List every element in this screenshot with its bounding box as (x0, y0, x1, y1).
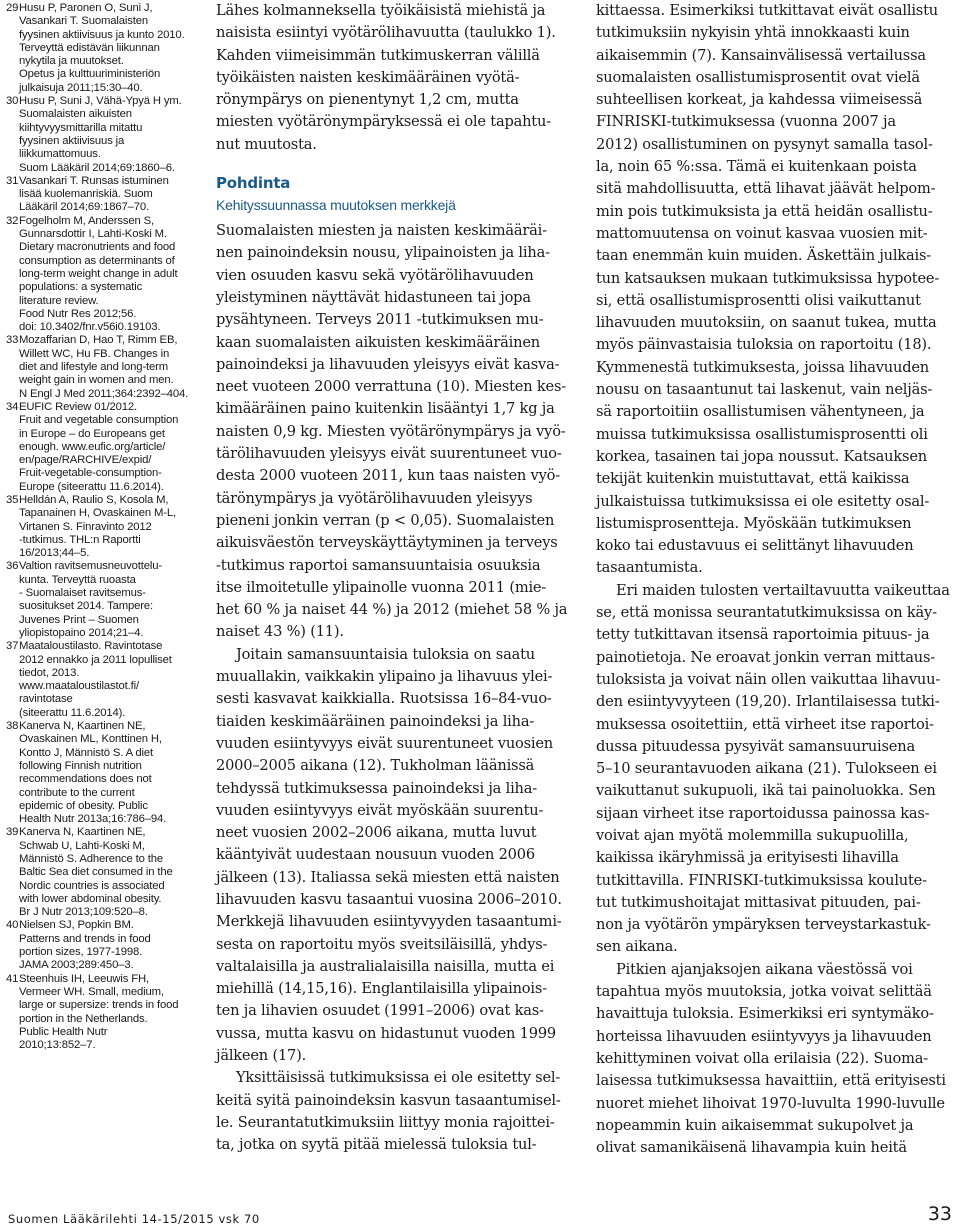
reference-line: N Engl J Med 2011;364:2392–404. (19, 387, 189, 400)
text-line: suomalaisten osallistumisprosentit ovat vielä (596, 68, 920, 86)
reference-item (6, 973, 192, 1053)
reference-item (6, 826, 192, 919)
text-line: FINRISKI-tutkimuksessa (vuonna 2007 ja (596, 113, 896, 131)
text-line: pysähtyneen. Terveys 2011 -tutkimuksen mu- (216, 311, 544, 329)
reference-line: portion sizes, 1977-1998. (19, 946, 143, 959)
reference-line: recommendations does not (19, 773, 152, 786)
text-line: nopeammin kuin aikaisemmat sukupolvet ja (596, 1116, 914, 1134)
text-line: lihavuuden kasvu tasaantui vuosina 2006–2010. (216, 890, 562, 908)
reference-line: long-term weight change in adult (19, 267, 178, 280)
reference-line: Patterns and trends in food (19, 932, 151, 945)
text-line: tun katsauksen mukaan tutkimuksissa hypotee- (596, 269, 940, 287)
text-line: naiset 43 %) (11). (216, 623, 344, 641)
text-line: sä raportoitiin osallistumisen vähentyneen, ja (596, 403, 925, 421)
reference-line: Br J Nutr 2013;109:520–8. (19, 906, 148, 919)
text-line: rönympärys on pienentynyt 1,2 cm, mutta (216, 91, 519, 109)
text-line: pieneni jonkin verran (p < 0,05). Suomalaisten (216, 511, 555, 529)
reference-line: Kontto J, Männistö S. A diet (19, 746, 153, 759)
reference-number: 34 (6, 400, 19, 413)
text-line: muuallakin, vaikkakin ylipaino ja lihavuus ylei- (216, 668, 553, 686)
text-line: keitä syitä painoindeksin kasvun tasaantumisel- (216, 1091, 561, 1109)
paragraph (596, 959, 958, 1160)
text-line: tapahtua myös muutoksia, jotka voivat selittää (596, 983, 932, 1001)
text-line: listumisprosentteja. Myöskään tutkimuksen (596, 514, 912, 532)
reference-line: Maataloustilasto. Ravintotase (19, 640, 163, 653)
reference-text (19, 401, 192, 494)
reference-line: 16/2013;44–5. (19, 547, 90, 560)
reference-line: (siteerattu 11.6.2014). (19, 706, 126, 719)
reference-line: populations: a systematic (19, 281, 143, 294)
reference-item (6, 2, 192, 95)
reference-line: Fruit and vegetable consumption (19, 414, 179, 427)
text-line: nuoret miehet lihoivat 1970-luvulta 1990-luvulle (596, 1094, 945, 1112)
reference-number: 40 (6, 919, 19, 932)
text-line: tehdyssä tutkimuksessa painoindeksi ja liha- (216, 779, 537, 797)
reference-line: fyysinen aktiivisuus ja (19, 134, 125, 147)
text-line: desta 2000 vuoteen 2011, kun taas naisten vyö- (216, 467, 560, 485)
paragraph (216, 1067, 576, 1156)
body-column-middle (216, 0, 576, 1157)
reference-line: Juvenes Print – Suomen (19, 613, 139, 626)
text-line: 2012) osallistuminen on pysynyt samalla tasol- (596, 135, 933, 153)
text-line: muksessa osoitettiin, että virheet itse raportoi- (596, 715, 934, 733)
text-line: den esiintyvyyteen (19,20). Irlantilaisessa tutki- (596, 693, 940, 711)
reference-number: 30 (6, 95, 19, 108)
text-line: 5–10 seurantavuoden aikana (21). Tulokseen ei (596, 760, 937, 778)
text-line: neet vuosien 2002–2006 aikana, mutta luvut (216, 824, 537, 842)
reference-text (19, 826, 192, 919)
text-line: naisista esiintyi vyötärölihavuutta (taulukko 1). (216, 24, 556, 42)
text-line: Pitkien ajanjaksojen aikana väestössä voi (616, 960, 913, 978)
reference-line: Terveyttä edistävän liikunnan (19, 41, 160, 54)
text-line: ten ja lihavien osuudet (1991–2006) ovat kas- (216, 1002, 544, 1020)
text-line: kaan suomalaisten aikuisten keskimääräinen (216, 333, 540, 351)
paragraph (596, 580, 958, 959)
reference-number: 29 (6, 2, 19, 14)
text-line: voivat ajan myötä molemmilla sukupuolilla, (596, 826, 909, 844)
text-line: kääntyivät uudestaan nousuun vuoden 2006 (216, 846, 535, 864)
text-line: se, että monissa seurantatutkimuksissa on käy- (596, 604, 937, 622)
text-line: Kahden viimeisimmän tutkimuskerran välillä (216, 46, 540, 64)
reference-line: Fogelholm M, Anderssen S, (19, 214, 155, 227)
reference-item (6, 334, 192, 400)
reference-number: 37 (6, 640, 19, 653)
text-line: tekijät kuitenkin muistuttavat, että kaikissa (596, 470, 910, 488)
text-line: tetty tutkittavan itsensä raportoimia pituus- ja (596, 626, 930, 644)
text-line: 2000–2005 aikana (12). Tukholman läänissä (216, 757, 535, 775)
text-line: Joitain samansuuntaisia tuloksia on saatu (236, 645, 535, 663)
text-line: jälkeen (17). (216, 1047, 307, 1065)
text-line: tut tutkimushoitajat mittasivat pituuden, pai- (596, 893, 921, 911)
reference-number: 39 (6, 826, 19, 839)
text-line: korkea, tasainen tai jopa noussut. Katsauksen (596, 447, 927, 465)
text-line: olivat samanikäisenä lihavampia kuin heitä (596, 1139, 907, 1157)
reference-line: Public Health Nutr (19, 1025, 108, 1038)
text-line: nut muutosta. (216, 135, 317, 153)
text-line: tiaiden keskimääräinen painoindeksi ja liha- (216, 712, 535, 730)
text-line: horteissa lihavuuden esiintyvyys ja lihavuuden (596, 1027, 932, 1045)
reference-line: EUFIC Review 01/2012. (19, 400, 138, 413)
paragraph (596, 0, 958, 580)
text-line: neet vuoteen 2000 verrattuna (10). Miesten kes- (216, 378, 566, 396)
reference-line: Steenhuis IH, Leeuwis FH, (19, 972, 149, 985)
text-line: -tutkimus raportoi samansuuntaisia osuuksia (216, 556, 541, 574)
reference-list (6, 2, 192, 1052)
paragraph (216, 644, 576, 1068)
reference-line: Dietary macronutrients and food (19, 241, 176, 254)
journal-footer: Suomen Lääkärilehti 14-15/2015 vsk 70 (8, 1212, 260, 1226)
text-line: muissa tutkimuksissa osallistumisprosentti oli (596, 425, 928, 443)
reference-line: Mozaffarian D, Hao T, Rimm EB, (19, 334, 178, 347)
reference-line: portion in the Netherlands. (19, 1012, 148, 1025)
text-line: havaittuja tuloksia. Esimerkiksi eri syntymäko- (596, 1005, 934, 1023)
text-line: Eri maiden tulosten vertailtavuutta vaikeuttaa (616, 581, 950, 599)
reference-text (19, 2, 192, 95)
text-line: vuuden esiintyvyys eivät myöskään suurentu- (216, 801, 544, 819)
reference-line: Nielsen SJ, Popkin BM. (19, 919, 134, 932)
text-line: taan enemmän kuin muiden. Äskettäin julkais- (596, 247, 931, 265)
reference-text (19, 973, 192, 1053)
text-line: laisessa tutkimuksessa havaittiin, että erityisesti (596, 1072, 946, 1090)
reference-line: Helldán A, Raulio S, Kosola M, (19, 493, 169, 506)
text-line: työikäisten naisten keskimääräinen vyötä- (216, 68, 520, 86)
reference-line: tiedot, 2013. (19, 666, 80, 679)
text-line: itse ilmoitetulle ylipainolle vuonna 2011 (mie- (216, 578, 547, 596)
reference-line: julkaisuja 2011;15:30–40. (19, 81, 143, 94)
reference-line: Kanerva N, Kaartinen NE, (19, 720, 146, 733)
reference-item (6, 401, 192, 494)
reference-item (6, 640, 192, 720)
text-line: Merkkejä lihavuuden esiintyvyyden tasaantumi- (216, 913, 562, 931)
reference-line: Food Nutr Res 2012;56. (19, 307, 137, 320)
reference-text (19, 494, 192, 560)
reference-item (6, 215, 192, 335)
reference-line: consumption as determinants of (19, 254, 175, 267)
reference-line: suositukset 2014. Tampere: (19, 600, 154, 613)
reference-line: Suom Lääkäril 2014;69:1860–6. (19, 161, 175, 174)
reference-line: Valtion ravitsemusneuvottelu- (19, 560, 163, 573)
text-line: myös päinvastaisia tuloksia on raportoitu (18). (596, 336, 932, 354)
paragraph (216, 220, 576, 644)
reference-number: 38 (6, 720, 19, 733)
reference-line: Health Nutr 2013a;16:786–94. (19, 813, 167, 826)
text-line: ta, jotka on syytä pitää mielessä tuloksia tul- (216, 1136, 537, 1154)
text-line: nousu on tasaantunut tai laskenut, vain neljäs- (596, 381, 933, 399)
reference-line: www.maataloustilastot.fi/ (19, 680, 139, 693)
text-line: sijaan virheet itse raportoidussa painossa kas- (596, 804, 930, 822)
reference-line: in Europe – do Europeans get (19, 427, 165, 440)
reference-line: epidemic of obesity. Public (19, 799, 148, 812)
reference-line: en/page/RARCHIVE/expid/ (19, 454, 152, 467)
reference-item (6, 95, 192, 175)
reference-item (6, 494, 192, 560)
text-line: suhteellisen korkeat, ja kahdessa viimeisessä (596, 91, 923, 109)
text-line: het 60 % ja naiset 44 %) ja 2012 (miehet 58 % ja (216, 601, 568, 619)
text-line: yleistyminen näyttävät hidastuneen tai jopa (216, 288, 531, 306)
text-line: lihavuuden muutoksiin, on saanut tukea, mutta (596, 314, 937, 332)
text-line: Yksittäisissä tutkimuksissa ei ole esitetty sel- (236, 1069, 561, 1087)
text-line: vaikuttanut sukupuoli, ikä tai painoluokka. Sen (596, 782, 936, 800)
text-line: julkaistuissa tutkimuksissa ei ole esitetty osal- (596, 492, 930, 510)
reference-line: Ovaskainen ML, Konttinen H, (19, 733, 162, 746)
text-line: tutkittavilla. FINRISKI-tutkimuksissa koulute- (596, 871, 927, 889)
reference-line: -tutkimus. THL:n Raportti (19, 533, 141, 546)
reference-line: Lääkäril 2014;69:1867–70. (19, 201, 150, 214)
reference-text (19, 95, 192, 175)
body-column-right (596, 0, 958, 1159)
text-line: nen painoindeksin nousu, ylipainoisten ja liha- (216, 244, 550, 262)
text-line: koko tai edustavuus ei selittänyt lihavuuden (596, 537, 914, 555)
reference-line: Männistö S. Adherence to the (19, 853, 164, 865)
reference-line: Opetus ja kulttuuriministeriön (19, 68, 161, 81)
reference-item (6, 720, 192, 826)
reference-line: Vasankari T. Suomalaisten (19, 15, 148, 28)
reference-line: Suomalaisten aikuisten (19, 108, 132, 121)
reference-line: Baltic Sea diet consumed in the (19, 866, 173, 879)
reference-line: contribute to the current (19, 786, 135, 799)
reference-line: Husu P, Suni J, Vähä-Ypyä H ym. (19, 95, 182, 108)
reference-line: Virtanen S. Finravinto 2012 (19, 520, 152, 533)
reference-line: enough. www.eufic.org/article/ (19, 440, 166, 453)
reference-number: 32 (6, 214, 19, 227)
text-line: kimääräinen paino kuitenkin lisääntyi 1,7 kg ja (216, 400, 555, 418)
reference-line: doi: 10.3402/fnr.v56i0.19103. (19, 321, 161, 334)
reference-text (19, 560, 192, 640)
reference-line: Fruit-vegetable-consumption- (19, 467, 162, 480)
text-line: dussa pituudessa pysyivät samansuuruisena (596, 737, 915, 755)
text-line: vussa, mutta kasvu on hidastunut vuoden 1999 (216, 1024, 556, 1042)
reference-item (6, 560, 192, 640)
reference-line: - Suomalaiset ravitsemus- (19, 587, 146, 600)
reference-item (6, 175, 192, 215)
text-line: Lähes kolmanneksella työikäisistä miehistä ja (216, 2, 546, 19)
text-line: min pois tutkimuksista ja että heidän osallistu- (596, 202, 933, 220)
text-line: Suomalaisten miesten ja naisten keskimääräi- (216, 222, 547, 240)
subsection-heading: Kehityssuunnassa muutoksen merkkejä (216, 197, 456, 214)
reference-line: with lower abdominal obesity. (19, 892, 162, 905)
text-line: sesta on raportoitu myös sveitsiläisillä, yhdys- (216, 935, 548, 953)
text-line: jälkeen (13). Italiassa sekä miesten että naisten (216, 868, 560, 886)
text-line: painotietoja. Ne eroavat jonkin verran mittaus- (596, 648, 935, 666)
text-line: tutkimuksiin nykyisin yhtä innokkaasti kuin (596, 24, 910, 42)
reference-line: Schwab U, Lahti-Koski M, (19, 839, 145, 852)
text-line: miehillä (14,15,16). Englantilaisilla ylipainois- (216, 980, 547, 998)
text-line: painoindeksi ja lihavuuden yleisyys eivät kasva- (216, 355, 560, 373)
text-line: kehittyminen voivat olla erilaisia (22). Suoma- (596, 1049, 929, 1067)
reference-line: yliopistopaino 2014;21–4. (19, 626, 144, 639)
reference-line: JAMA 2003;289:450–3. (19, 959, 134, 972)
text-line: vuuden esiintyvyys eivät suurentuneet vuosien (216, 734, 554, 752)
text-line: tuloksista ja voivat näin ollen vaikuttaa lihavuu- (596, 670, 941, 688)
text-line: tasaantumista. (596, 559, 703, 577)
reference-number: 35 (6, 493, 19, 506)
reference-line: diet and lifestyle and long-term (19, 361, 169, 374)
reference-line: large or supersize: trends in food (19, 999, 179, 1012)
text-line: mattomuutensa on voinut kasvaa vuosien mit- (596, 224, 928, 242)
reference-text (19, 334, 192, 400)
text-line: kittaessa. Esimerkiksi tutkittavat eivät osallistu (596, 2, 938, 19)
text-line: Kymmenestä tutkimuksesta, joissa lihavuuden (596, 358, 929, 376)
text-line: valtalaisilla ja australialaisilla naisilla, mutta ei (216, 957, 555, 975)
reference-line: Kanerva N, Kaartinen NE, (19, 826, 146, 839)
reference-text (19, 919, 192, 972)
reference-text (19, 215, 192, 335)
reference-line: Europe (siteerattu 11.6.2014). (19, 480, 164, 493)
text-line: miesten vyötärönympäryksessä ei ole tapahtu- (216, 113, 551, 131)
reference-number: 36 (6, 560, 19, 573)
text-line: sen aikana. (596, 938, 678, 956)
reference-text (19, 720, 192, 826)
reference-line: 2012 ennakko ja 2011 lopulliset (19, 653, 172, 666)
text-line: le. Seurantatutkimuksiin liittyy monia rajoittei- (216, 1113, 555, 1131)
reference-line: kiihtyvyysmittarilla mitattu (19, 121, 143, 134)
reference-line: Willett WC, Hu FB. Changes in (19, 347, 170, 360)
reference-line: 2010;13:852–7. (19, 1039, 96, 1052)
reference-line: kunta. Terveyttä ruoasta (19, 573, 136, 586)
reference-line: Gunnarsdottir I, Lahti-Koski M. (19, 228, 167, 241)
reference-number: 31 (6, 174, 19, 187)
text-line: sesti kasvavat kaikkialla. Ruotsissa 16–84-vuo- (216, 690, 552, 708)
reference-line: literature review. (19, 294, 99, 307)
reference-item (6, 919, 192, 972)
text-line: la, noin 65 %:ssa. Tämä ei kuitenkaan poista (596, 158, 917, 176)
reference-line: Vasankari T. Runsas istuminen (19, 174, 169, 187)
reference-line: lisää kuolemanriskiä. Suom (19, 188, 153, 201)
text-line: aikuisväestön terveyskäyttäytyminen ja terveys (216, 534, 558, 552)
reference-line: weight gain in women and men. (19, 374, 174, 387)
text-line: naisten 0,9 kg. Miesten vyötärönympärys ja vyö- (216, 422, 566, 440)
page-number: 33 (927, 1203, 952, 1225)
text-line: tärölihavuuden yleisyys eivät suurentuneet vuo- (216, 445, 562, 463)
text-line: si, että osallistumisprosentti olisi vaikuttanut (596, 291, 921, 309)
text-line: tärönympärys ja vyötärölihavuuden yleisyys (216, 489, 533, 507)
reference-line: Nordic countries is associated (19, 879, 165, 892)
reference-line: Husu P, Paronen O, Suni J, (19, 2, 153, 14)
text-line: kaikissa ikäryhmissä ja erityisesti lihavilla (596, 849, 899, 867)
reference-line: fyysinen aktiivisuus ja kunto 2010. (19, 28, 185, 41)
reference-line: ravintotase (19, 693, 73, 706)
reference-number: 41 (6, 972, 19, 985)
intro-paragraph (216, 0, 576, 156)
reference-number: 33 (6, 334, 19, 347)
reference-line: following Finnish nutrition (19, 759, 142, 772)
text-line: sitä mahdollisuutta, että lihavat jäävät helpom- (596, 180, 936, 198)
reference-line: Tapanainen H, Ovaskainen M-L, (19, 507, 177, 520)
reference-line: liikkumattomuus. (19, 148, 101, 161)
text-line: aikaisemmin (7). Kansainvälisessä vertailussa (596, 46, 926, 64)
text-line: vien osuuden kasvu sekä vyötärölihavuuden (216, 266, 534, 284)
reference-text (19, 175, 192, 215)
reference-line: Vermeer WH. Small, medium, (19, 985, 164, 998)
section-heading: Pohdinta (216, 174, 291, 193)
text-line: non ja vyötärön ympäryksen terveystarkastuk- (596, 916, 931, 934)
reference-line: nykytila ja muutokset. (19, 55, 124, 68)
reference-text (19, 640, 192, 720)
